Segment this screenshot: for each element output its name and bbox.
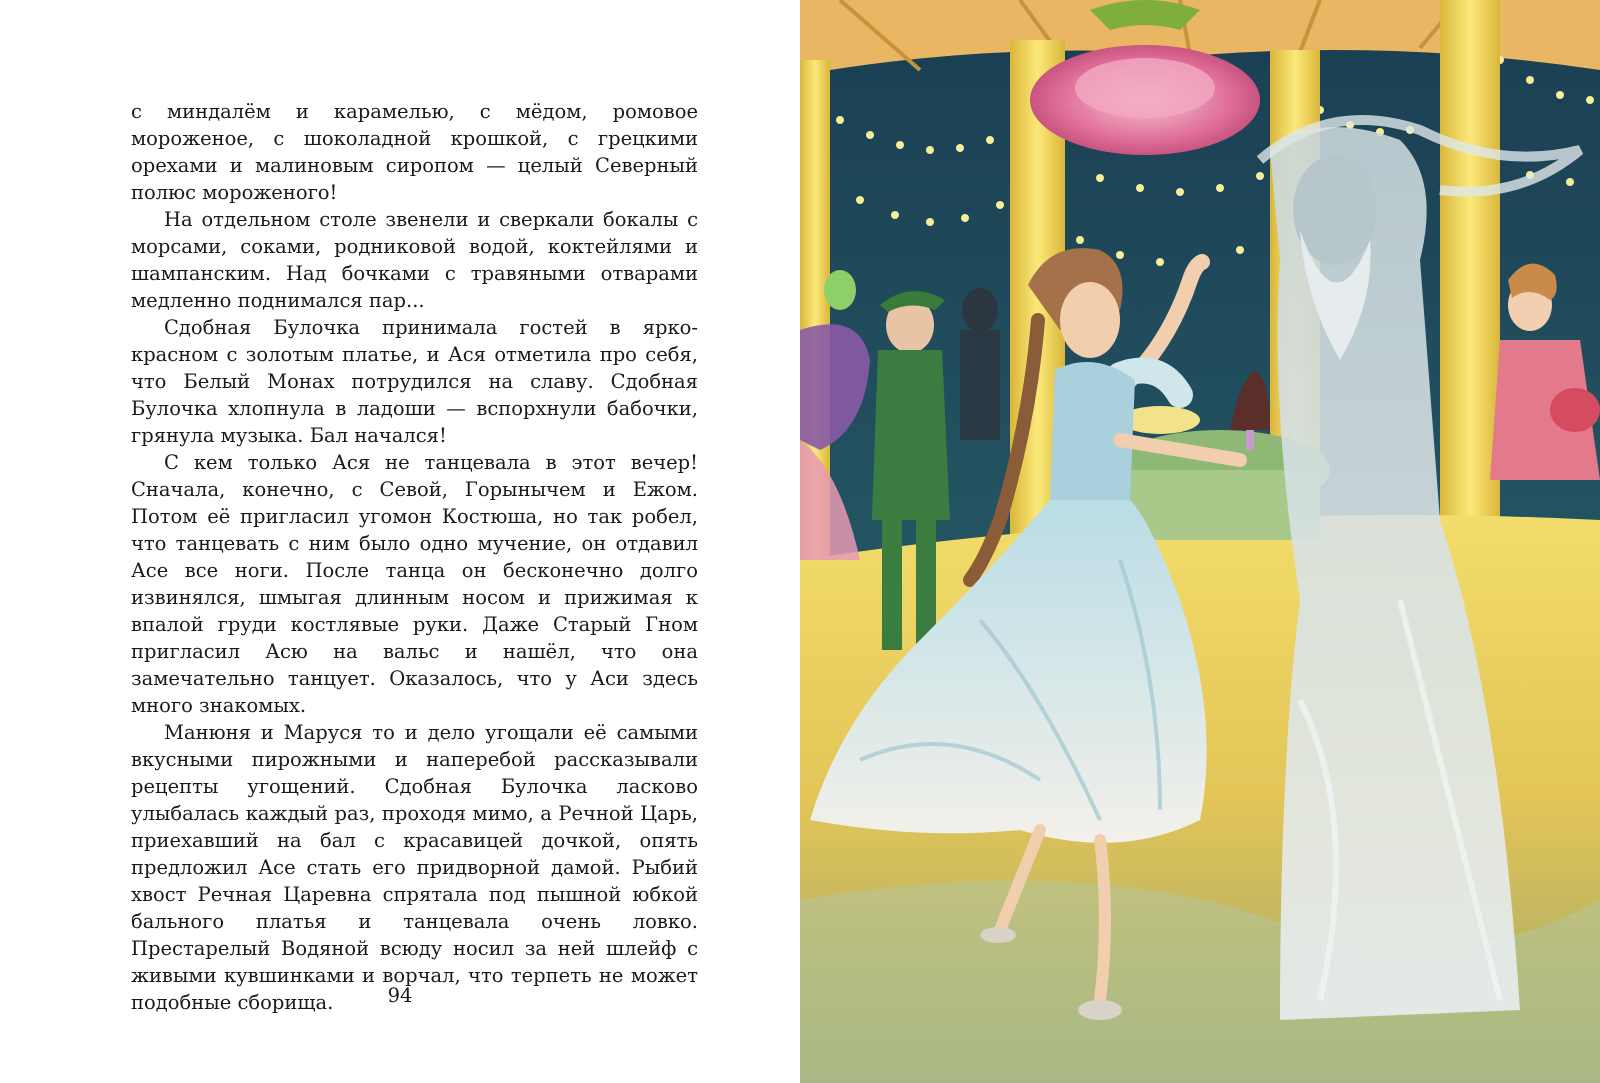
body-text	[131, 98, 698, 1016]
illustration-svg	[800, 0, 1600, 1083]
paragraph: Манюня и Маруся то и дело угощали её самыми вкусными пирожными и наперебой рассказывали рецепты угощений. Сдобная Булочка ласково улыбалась каждый раз, проходя мимо, а Речной Царь, приехавший на бал с красавицей дочкой, опять предложил Асе стать его придворной дамой. Рыбий хвост Речная Царевна спрятала под пышной юбкой бального платья и танцевала очень ловко. Престарелый Водяной всюду носил за ней шлейф с живыми кувшинками и ворчал, что терпеть не может подобные сборища.	[131, 721, 698, 1014]
ball-illustration	[800, 0, 1600, 1083]
paragraph: Сдобная Булочка принимала гостей в ярко-красном с золотым платье, и Ася отметила про себя, что Белый Монах потрудился на славу. Сдобная Булочка хлопнула в ладоши — вспорхнули бабочки, грянула музыка. Бал начался!	[131, 316, 698, 447]
paragraph: На отдельном столе звенели и сверкали бокалы с морсами, соками, родниковой водой, коктейлями и шампанским. Над бочками с травяными отварами медленно поднимался пар...	[131, 208, 698, 312]
guest-dark-figure	[960, 288, 1000, 440]
paragraph: С кем только Ася не танцевала в этот вечер! Сначала, конечно, с Севой, Горынычем и Ежом. Потом её пригласил угомон Костюша, но так робел, что танцевать с ним было одно мучение, он отдавил Асе все ноги. После танца он бесконечно долго извинялся, шмыгая длинным носом и прижимая к впалой груди костлявые руки. Даже Старый Гном пригласил Асю на вальс и нашёл, что она замечательно танцует. Оказалось, что у Аси здесь много знакомых.	[131, 451, 698, 717]
paragraph: с миндалём и карамелью, с мёдом, ромовое мороженое, с шоколадной крошкой, с грецкими орехами и малиновым сиропом — целый Северный полюс мороженого!	[131, 100, 698, 204]
page-number: 94	[387, 984, 413, 1007]
